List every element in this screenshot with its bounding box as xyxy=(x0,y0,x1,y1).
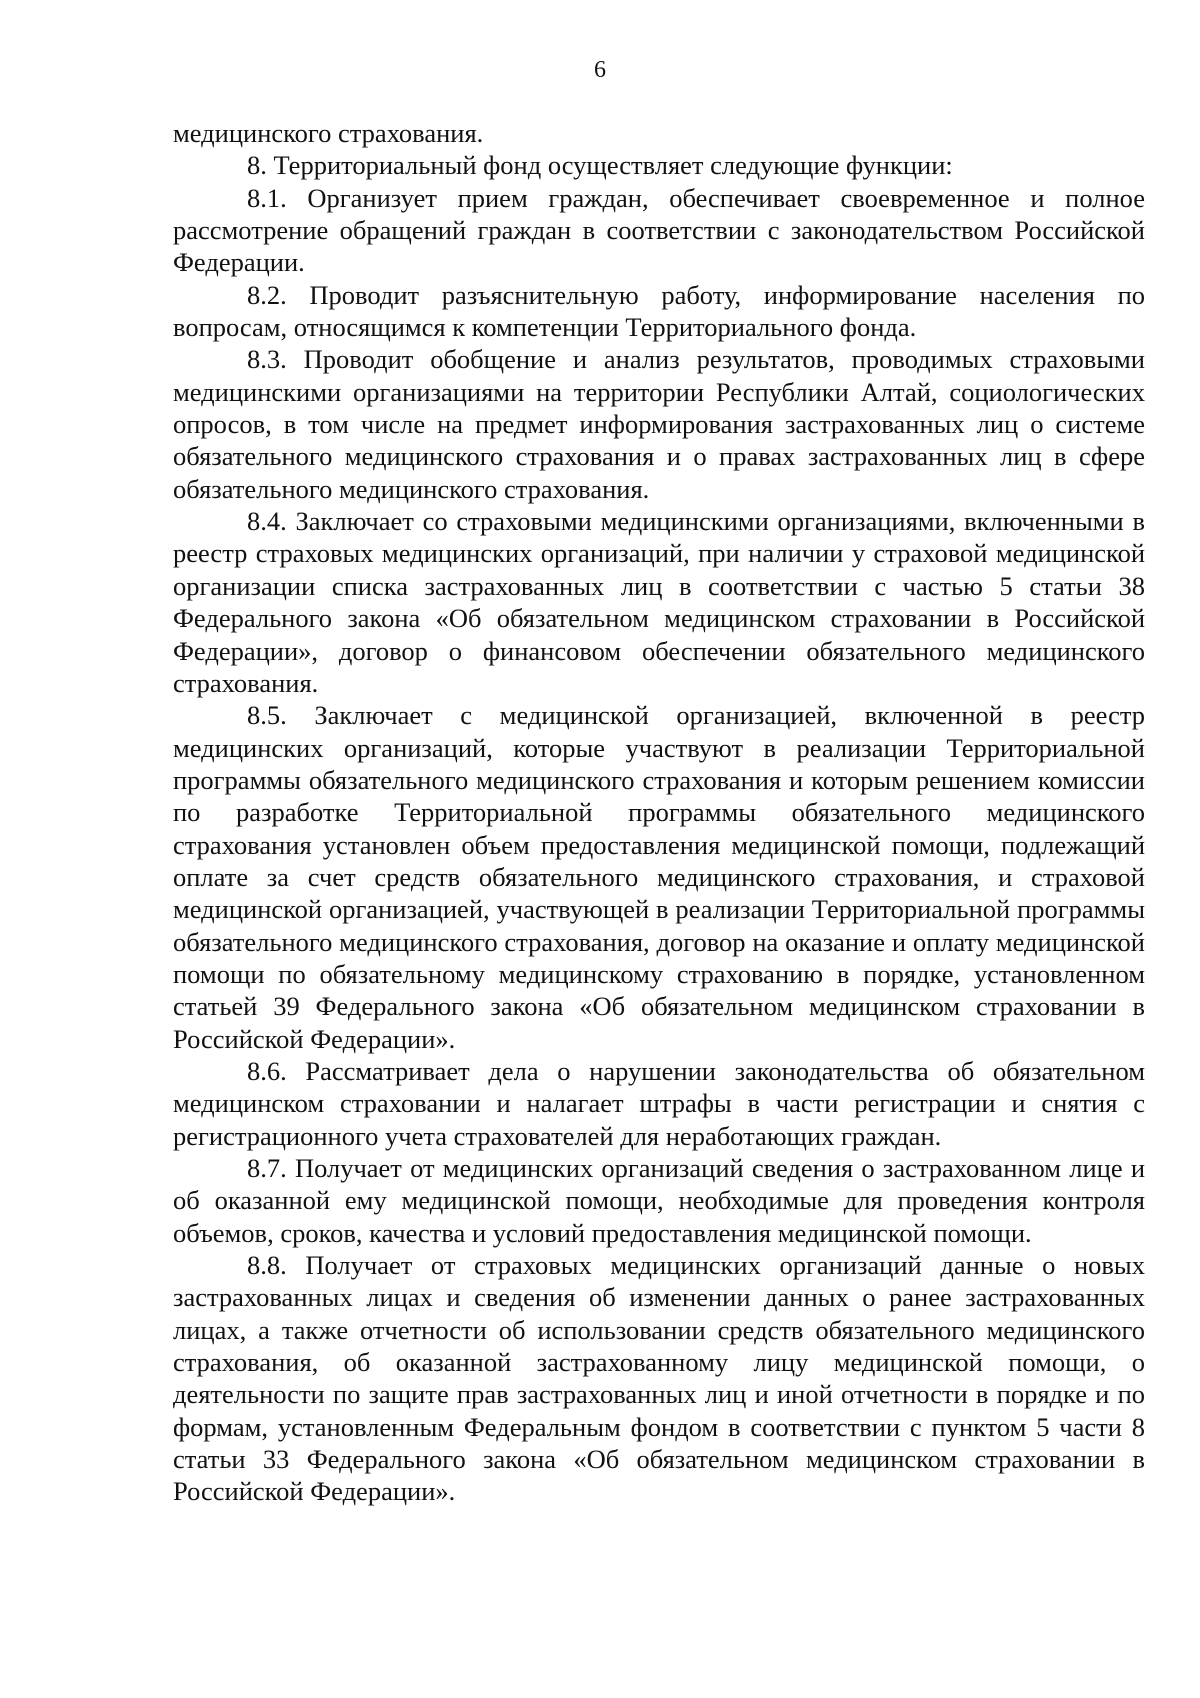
paragraph-section-8: 8. Территориальный фонд осуществляет следующие функции: xyxy=(247,150,953,181)
paragraph-8-1: 8.1. Организует прием граждан, обеспечивает своевременное и полное рассмотрение обращений граждан в соответствии с законодательством Российской Федерации. xyxy=(173,182,1145,278)
paragraph-8-2: 8.2. Проводит разъяснительную работу, информирование населения по вопросам, относящимся к компетенции Территориального фонда. xyxy=(173,279,1145,343)
paragraph-8-7: 8.7. Получает от медицинских организаций сведения о застрахованном лице и об оказанной ему медицинской помощи, необходимые для проведения контроля объемов, сроков, качества и условий предоставления медицинской помощи. xyxy=(173,1153,1145,1248)
paragraph-8-6: 8.6. Рассматривает дела о нарушении законодательства об обязательном медицинском страховании и налагает штрафы в части регистрации и снятия с регистрационного учета страхователей для неработающих граждан. xyxy=(173,1055,1145,1151)
document-body xyxy=(173,117,1145,1508)
paragraph-8-3: 8.3. Проводит обобщение и анализ результатов, проводимых страховыми медицинскими организациями на территории Республики Алтай, социологических опросов, в том числе на предмет информирования застрахованных лиц о системе обязательного медицинского страхования и о правах застрахованных лиц в сфере обязательного медицинского страхования. xyxy=(173,344,1145,504)
paragraph-8-5: 8.5. Заключает с медицинской организацией, включенной в реестр медицинских организаций, которые участвуют в реализации Территориальной программы обязательного медицинского страхования и которым решением комиссии по разработке Территориальной программы обязательного медицинского страхования установлен объем предоставления медицинской помощи, подлежащий оплате за счет средств обязательного медицинского страхования, и страховой медицинской организацией, участвующей в реализации Территориальной программы обязательного медицинского страхования, договор на оказание и оплату медицинской помощи по обязательному медицинскому страхованию в порядке, установленном статьей 39 Федерального закона «Об обязательном медицинском страховании в Российской Федерации». xyxy=(173,700,1145,1054)
page-number: 6 xyxy=(594,57,606,83)
paragraph-8-4: 8.4. Заключает со страховыми медицинскими организациями, включенными в реестр страховых медицинских организаций, при наличии у страховой медицинской организации списка застрахованных лиц в соответствии с частью 5 статьи 38 Федерального закона «Об обязательном медицинском страховании в Российской Федерации», договор о финансовом обеспечении обязательного медицинского страхования. xyxy=(173,506,1145,698)
paragraph-8-8: 8.8. Получает от страховых медицинских организаций данные о новых застрахованных лицах и сведения об изменении данных о ранее застрахованных лицах, а также отчетности об использовании средств обязательного медицинского страхования, об оказанной застрахованному лицу медицинской помощи, о деятельности по защите прав застрахованных лиц и иной отчетности в порядке и по формам, установленным Федеральным фондом в соответствии с пунктом 5 части 8 статьи 33 Федерального закона «Об обязательном медицинском страховании в Российской Федерации». xyxy=(173,1250,1145,1507)
paragraph-continuation: медицинского страхования. xyxy=(173,118,484,148)
